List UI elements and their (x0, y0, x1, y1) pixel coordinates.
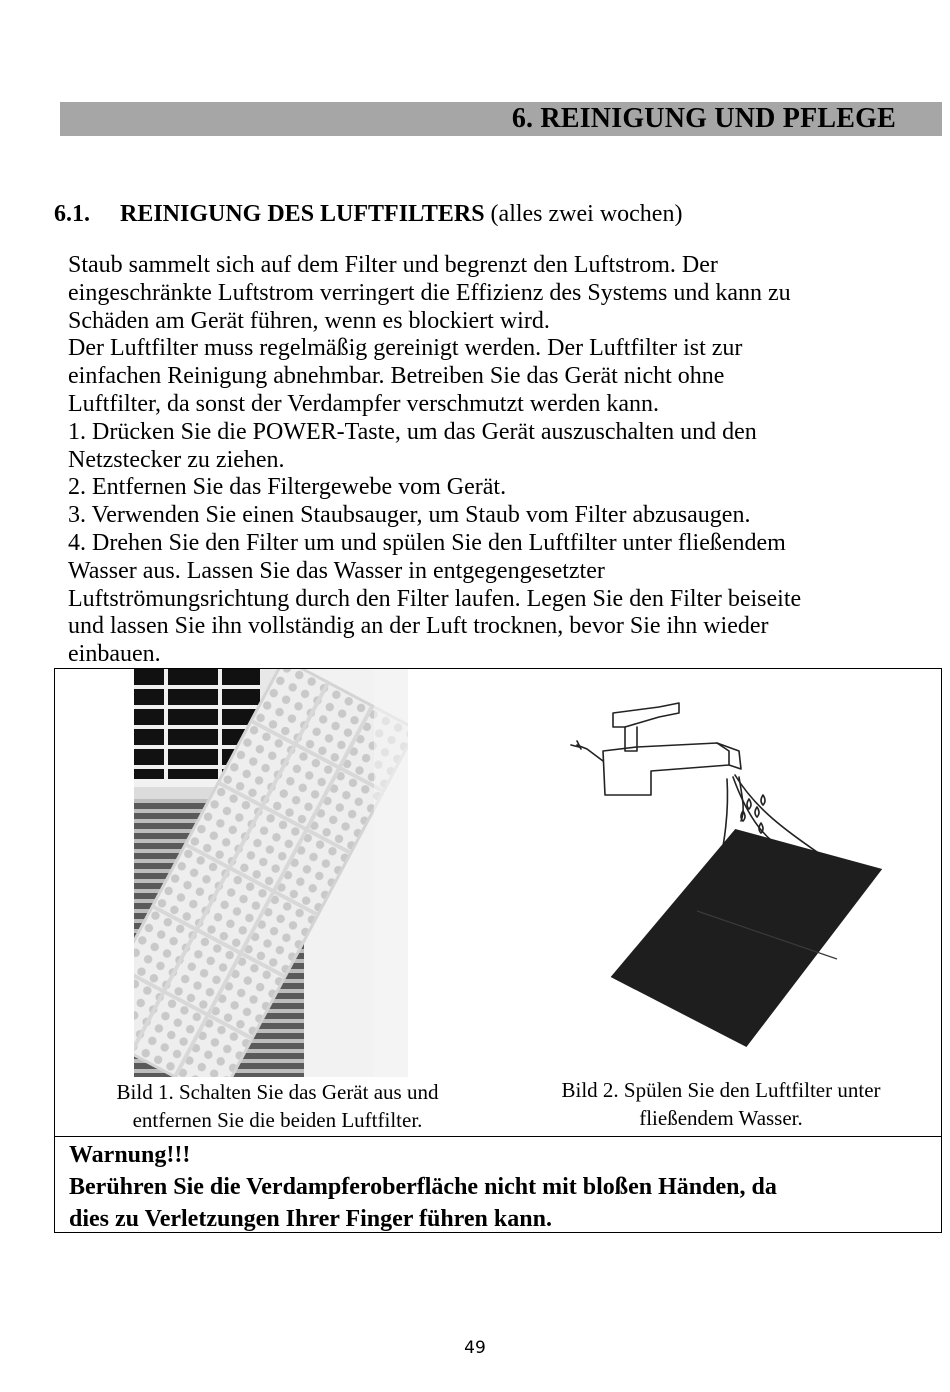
body-line: 4. Drehen Sie den Filter um und spülen Sie den Luftfilter unter fließendem (68, 529, 786, 556)
warning-block (69, 1139, 929, 1235)
body-line: und lassen Sie ihn vollständig an der Luft trocknen, bevor Sie ihn wieder (68, 613, 769, 640)
body-line: 3. Verwenden Sie einen Staubsauger, um Staub vom Filter abzusaugen. (68, 502, 751, 529)
body-line: Wasser aus. Lassen Sie das Wasser in entgegengesetzter (68, 557, 605, 584)
subsection-note: (alles zwei wochen) (490, 201, 683, 227)
faucet-rinse-illustration (567, 691, 897, 1051)
warning-divider (55, 1136, 941, 1137)
body-line: einfachen Reinigung abnehmbar. Betreiben Sie das Gerät nicht ohne (68, 363, 725, 390)
body-line: Luftfilter, da sonst der Verdampfer verschmutzt werden kann. (68, 390, 660, 417)
caption-line: Bild 1. Schalten Sie das Gerät aus und (116, 1080, 439, 1104)
caption-line: entfernen Sie die beiden Luftfilter. (132, 1108, 423, 1132)
figure-2-caption (521, 1076, 921, 1132)
body-line: Netzstecker zu ziehen. (68, 446, 285, 473)
caption-line: Bild 2. Spülen Sie den Luftfilter unter (561, 1078, 881, 1102)
page-number: 49 (464, 1338, 486, 1358)
body-line: Der Luftfilter muss regelmäßig gereinigt werden. Der Luftfilter ist zur (68, 335, 743, 362)
warning-line: dies zu Verletzungen Ihrer Finger führen kann. (69, 1206, 552, 1232)
figure-1-caption (75, 1078, 480, 1134)
section-title: 6. REINIGUNG UND PFLEGE (511, 103, 896, 134)
caption-line: fließendem Wasser. (639, 1106, 803, 1130)
body-line: Schäden am Gerät führen, wenn es blockiert wird. (68, 307, 550, 334)
body-line: Luftströmungsrichtung durch den Filter laufen. Legen Sie den Filter beiseite (68, 585, 802, 612)
subsection-title: REINIGUNG DES LUFTFILTERS (120, 201, 485, 227)
section-header-bar (60, 102, 942, 136)
body-line: Staub sammelt sich auf dem Filter und begrenzt den Luftstrom. Der (68, 252, 718, 278)
figure-box (54, 668, 942, 1233)
subsection-number: 6.1. (54, 201, 90, 227)
body-line: eingeschränkte Luftstrom verringert die Effizienz des Systems und kann zu (68, 279, 791, 306)
warning-line: Berühren Sie die Verdampferoberfläche nicht mit bloßen Händen, da (69, 1174, 777, 1200)
warning-title: Warnung!!! (69, 1142, 191, 1168)
body-line: 2. Entfernen Sie das Filtergewebe vom Gerät. (68, 474, 507, 501)
subsection-heading (54, 198, 682, 230)
body-line: einbauen. (68, 641, 161, 668)
instructions-text (68, 252, 938, 669)
body-line: 1. Drücken Sie die POWER-Taste, um das Gerät auszuschalten und den (68, 418, 757, 445)
filter-removal-photo (134, 669, 408, 1077)
